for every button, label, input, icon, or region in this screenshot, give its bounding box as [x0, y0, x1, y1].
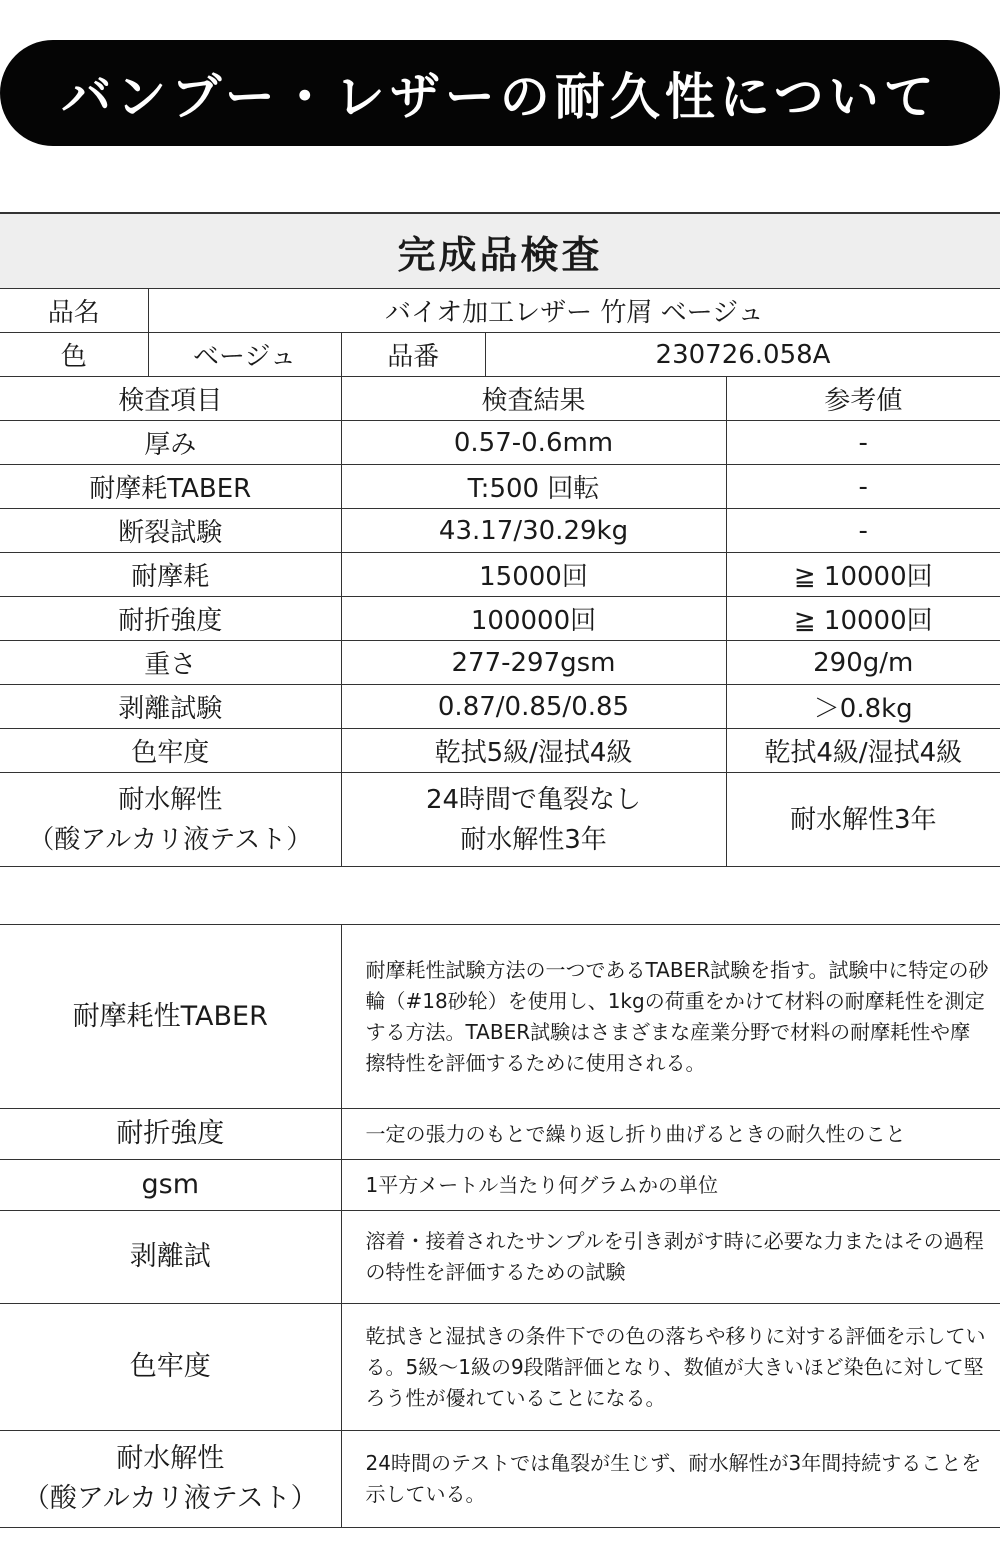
row-item: 耐摩耗 [0, 553, 341, 597]
row-item [0, 773, 341, 867]
product-no-value: 230726.058A [486, 333, 1000, 376]
page-banner [0, 40, 1000, 146]
row-result: 43.17/30.29kg [341, 509, 726, 553]
row-result: T:500 回転 [341, 465, 726, 509]
glossary-term-line1: 耐水解性 [116, 1443, 225, 1474]
row-reference: 290g/m [726, 641, 1000, 685]
row-item: 厚み [0, 421, 341, 465]
table-row [0, 641, 1000, 685]
row-reference: 乾拭4級/湿拭4級 [726, 729, 1000, 773]
row-item-line2: （酸アルカリ液テスト） [28, 824, 313, 855]
row-reference: ≧ 10000回 [726, 597, 1000, 641]
row-result: 15000回 [341, 553, 726, 597]
row-result: 0.57-0.6mm [341, 421, 726, 465]
glossary-term: 耐折強度 [0, 1109, 341, 1160]
row-item-line1: 耐水解性 [118, 784, 223, 815]
row-item: 耐摩耗TABER [0, 465, 341, 509]
glossary-description: 1平方メートル当たり何グラムかの単位 [341, 1160, 1000, 1211]
header-reference: 参考値 [726, 377, 1000, 421]
glossary-description: 乾拭きと湿拭きの条件下での色の落ちや移りに対する評価を示している。5級～1級の9段階評価となり、数値が大きいほど染色に対して堅ろう性が優れていることになる。 [341, 1304, 1000, 1431]
inspection-title: 完成品検査 [0, 212, 1000, 288]
row-result-line2: 耐水解性3年 [460, 824, 607, 855]
table-row [0, 509, 1000, 553]
table-row [0, 729, 1000, 773]
row-reference: - [726, 421, 1000, 465]
row-result: 100000回 [341, 597, 726, 641]
table-row [0, 597, 1000, 641]
glossary-row [0, 1211, 1000, 1304]
row-result: 乾拭5級/湿拭4級 [341, 729, 726, 773]
color-row [0, 333, 1000, 377]
glossary-description: 耐摩耗性試験方法の一つであるTABER試験を指す。試験中に特定の砂輪（#18砂轮）を使用し、1kgの荷重をかけて材料の耐摩耗性を測定する方法。TABER試験はさまざまな産業分野で材料の耐摩耗性や摩擦特性を評価するために使用される。 [341, 925, 1000, 1109]
table-row [0, 465, 1000, 509]
glossary-term: 色牢度 [0, 1304, 341, 1431]
row-item: 耐折強度 [0, 597, 341, 641]
row-result: 0.87/0.85/0.85 [341, 685, 726, 729]
header-item: 検査項目 [0, 377, 341, 421]
product-name-row [0, 289, 1000, 333]
table-row [0, 553, 1000, 597]
glossary-row [0, 925, 1000, 1109]
row-reference: 耐水解性3年 [726, 773, 1000, 867]
glossary-description: 溶着・接着されたサンプルを引き剥がす時に必要な力またはその過程の特性を評価するための試験 [341, 1211, 1000, 1304]
row-reference: - [726, 509, 1000, 553]
row-item: 重さ [0, 641, 341, 685]
page-title: バンブー・レザーの耐久性について [61, 68, 939, 126]
glossary-term: gsm [0, 1160, 341, 1211]
row-reference: - [726, 465, 1000, 509]
glossary-term: 耐摩耗性TABER [0, 925, 341, 1109]
row-item: 色牢度 [0, 729, 341, 773]
glossary-table [0, 924, 1000, 1528]
inspection-table [0, 288, 1000, 867]
header-result: 検査結果 [341, 377, 726, 421]
glossary-row [0, 1160, 1000, 1211]
row-reference: ≧ 10000回 [726, 553, 1000, 597]
product-name-value: バイオ加工レザー 竹屑 ベージュ [148, 289, 1000, 332]
glossary-row [0, 1109, 1000, 1160]
row-item: 断裂試験 [0, 509, 341, 553]
glossary-term-line2: （酸アルカリ液テスト） [22, 1483, 318, 1514]
row-result-line1: 24時間で亀裂なし [425, 784, 642, 815]
glossary-term [0, 1431, 341, 1528]
header-row [0, 377, 1000, 421]
color-value: ベージュ [148, 333, 341, 376]
table-row [0, 685, 1000, 729]
row-reference: ＞0.8kg [726, 685, 1000, 729]
table-row [0, 421, 1000, 465]
row-item: 剥離試験 [0, 685, 341, 729]
glossary-row [0, 1304, 1000, 1431]
glossary-description: 24時間のテストでは亀裂が生じず、耐水解性が3年間持続することを示している。 [341, 1431, 1000, 1528]
product-no-label: 品番 [387, 342, 440, 372]
color-label: 色 [60, 342, 87, 372]
row-result: 277-297gsm [341, 641, 726, 685]
glossary-term: 剥離試 [0, 1211, 341, 1304]
glossary-description: 一定の張力のもとで繰り返し折り曲げるときの耐久性のこと [341, 1109, 1000, 1160]
row-result [341, 773, 726, 867]
table-row [0, 773, 1000, 867]
glossary-row [0, 1431, 1000, 1528]
product-name-label: 品名 [47, 298, 100, 328]
